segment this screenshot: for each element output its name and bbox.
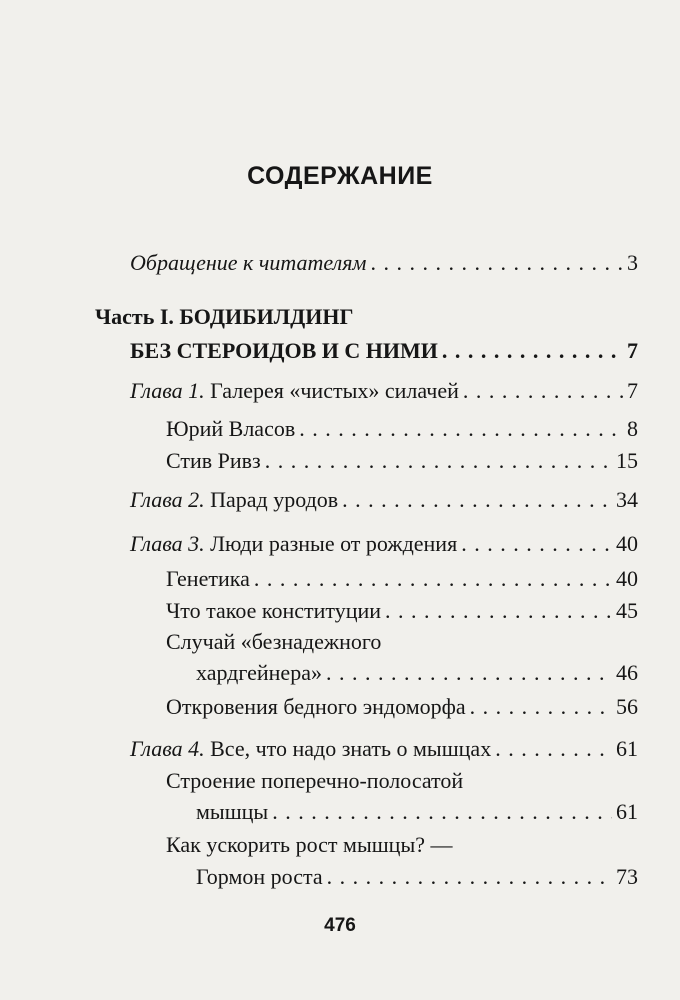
toc-entry-vlasov [166,416,638,442]
toc-entry-title: Обращение к читателям [130,250,367,275]
toc-entry-constitution [166,598,638,624]
toc-entry-reeves [166,448,638,474]
toc-entry-hardgainer [196,660,638,686]
toc-entry-page: 45 [616,598,638,623]
toc-entry-chapter-4 [130,736,638,762]
toc-entry-title: Откровения бедного эндоморфа [166,694,466,719]
toc-entry-title: хардгейнера» [196,660,322,685]
page-number: 476 [324,915,356,936]
leader-dots [299,416,623,442]
chapter-prefix: Глава 3. [130,531,205,556]
toc-entry-title: Гормон роста [196,864,323,889]
toc-entry-title: Парад уродов [204,487,339,512]
chapter-prefix: Глава 2. [130,487,205,512]
toc-entry-page: 7 [627,378,638,403]
toc-entry-growth-hormone [196,864,638,890]
toc-entry-title: Галерея «чистых» силачей [204,378,459,403]
part-label: Часть I. БОДИБИЛДИНГ [95,304,354,329]
toc-entry-title: Все, что надо знать о мышцах [204,736,492,761]
toc-entry-page: 7 [627,338,638,363]
toc-entry-title: Что такое конституции [166,598,382,623]
toc-entry-page: 40 [616,566,638,591]
leader-dots [463,378,623,404]
leader-dots [254,566,612,592]
toc-entry-title: Стив Ривз [166,448,261,473]
toc-entry-page: 73 [616,864,638,889]
toc-entry-muscle-structure-line1: Строение поперечно-полосатой [166,768,464,793]
chapter-prefix: Глава 4. [130,736,205,761]
leader-dots [326,660,612,686]
toc-entry-page: 61 [616,799,638,824]
toc-entry-page: 34 [616,487,638,512]
chapter-prefix: Глава 1. [130,378,205,403]
leader-dots [442,338,623,364]
toc-entry-page: 15 [616,448,638,473]
leader-dots [342,487,612,513]
page-title: СОДЕРЖАНИЕ [247,162,433,190]
toc-entry-appeal [130,250,638,276]
leader-dots [370,250,623,276]
toc-entry-page: 56 [616,694,638,719]
toc-entry-page: 3 [627,250,638,275]
leader-dots [272,799,612,825]
toc-entry-chapter-2 [130,487,638,513]
toc-entry-chapter-1 [130,378,638,404]
toc-entry-title: Юрий Власов [166,416,296,441]
toc-entry-growth-hormone-line1: Как ускорить рост мышцы? — [166,832,453,857]
toc-entry-page: 46 [616,660,638,685]
toc-entry-page: 61 [616,736,638,761]
leader-dots [461,531,612,557]
toc-entry-title: мышцы [196,799,269,824]
leader-dots [385,598,612,624]
toc-entry-hardgainer-line1: Случай «безнадежного [166,629,382,654]
toc-entry-part-1 [130,338,638,364]
toc-entry-title: Генетика [166,566,250,591]
toc-entry-page: 40 [616,531,638,556]
leader-dots [327,864,612,890]
leader-dots [495,736,612,762]
toc-entry-genetics [166,566,638,592]
toc-entry-chapter-3 [130,531,638,557]
toc-entry-title: БЕЗ СТЕРОИДОВ И С НИМИ [130,338,438,363]
toc-entry-page: 8 [627,416,638,441]
leader-dots [265,448,612,474]
toc-entry-title: Люди разные от рождения [204,531,458,556]
toc-entry-endomorph [166,694,638,720]
leader-dots [470,694,612,720]
toc-entry-muscle-structure [196,799,638,825]
